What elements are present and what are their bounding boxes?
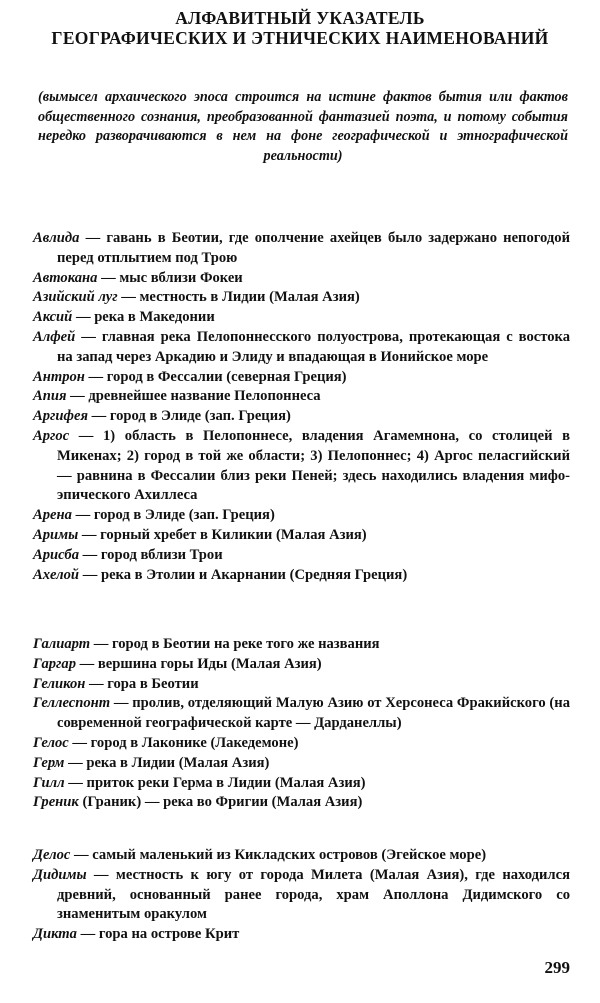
index-entry: Гаргар — вершина горы Иды (Малая Азия) bbox=[33, 655, 322, 672]
index-entry: Арена — город в Элиде (зап. Греция) bbox=[33, 507, 275, 524]
index-entry: Азийский луг — местность в Лидии (Малая Азия) bbox=[33, 289, 360, 306]
index-entry: Делос — самый маленький из Кикладских островов (Эгейское море) bbox=[33, 847, 487, 863]
index-entry: Апия — древнейшее название Пелопоннеса bbox=[33, 388, 321, 405]
index-entry: Дидимы — местность к югу от города Милета (Малая Азия), где находился древний, основанный ранее города, храм Аполлона Дидимского со знаменитым оракулом bbox=[33, 866, 570, 923]
index-group-g bbox=[33, 635, 570, 813]
index-entry: Алфей — главная река Пелопоннесского полуострова, протекающая с востока на запад через Аркадию и Элиду и впадающая в Ионийское море bbox=[33, 328, 570, 365]
index-entry: Геликон — гора в Беотии bbox=[33, 675, 199, 692]
title-line-2: ГЕОГРАФИЧЕСКИХ И ЭТНИЧЕСКИХ НАИМЕНОВАНИЙ bbox=[51, 28, 549, 48]
index-entry: Антрон — город в Фессалии (северная Греция) bbox=[33, 368, 347, 385]
index-entry: Гелос — город в Лаконике (Лакедемоне) bbox=[33, 734, 299, 751]
index-entry: Геллеспонт — пролив, отделяющий Малую Азию от Херсонеса Фракийского (на современной географической карте — Дарданеллы) bbox=[33, 695, 570, 732]
index-group-a bbox=[33, 229, 570, 585]
index-entry: Арисба — город вблизи Трои bbox=[33, 546, 223, 563]
epigraph-note: (вымысел архаического эпоса строится на истине фактов бытия или фактов общественного сознания, преобразованной фантазией поэта, и потому события нередко разворачиваются в нем на фоне географической и этнографической реальности) bbox=[38, 89, 568, 164]
title-line-1: АЛФАВИТНЫЙ УКАЗАТЕЛЬ bbox=[175, 8, 425, 28]
index-entry: Автокана — мыс вблизи Фокеи bbox=[33, 269, 243, 286]
index-entry: Аримы — горный хребет в Киликии (Малая Азия) bbox=[33, 526, 367, 543]
index-entry: Аксий — река в Македонии bbox=[33, 309, 215, 326]
index-entry: Греник (Граник) — река во Фригии (Малая Азия) bbox=[33, 794, 363, 811]
page-title bbox=[0, 8, 600, 48]
page-number: 299 bbox=[544, 958, 570, 977]
index-group-d bbox=[33, 846, 570, 945]
index-entry: Герм — река в Лидии (Малая Азия) bbox=[33, 754, 270, 771]
index-entry: Дикта — гора на острове Крит bbox=[33, 926, 240, 943]
index-entry: Ахелой — река в Этолии и Акарнании (Средняя Греция) bbox=[33, 566, 408, 583]
index-entry: Аргос — 1) область в Пелопоннесе, владения Агамемнона, со столицей в Микенах; 2) город в той же области; 3) Пелопоннес; 4) Аргос пеласгийский — равнина в Фессалии близ реки Пеней; здесь находились владения мифо-эпического Ахиллеса bbox=[33, 427, 570, 504]
index-entry: Авлида — гавань в Беотии, где ополчение ахейцев было задержано непогодой перед отплытием под Трою bbox=[33, 230, 570, 266]
index-entry: Аргифея — город в Элиде (зап. Греция) bbox=[33, 408, 291, 425]
index-entry: Галиарт — город в Беотии на реке того же названия bbox=[33, 636, 380, 652]
index-entry: Гилл — приток реки Герма в Лидии (Малая Азия) bbox=[33, 774, 366, 791]
